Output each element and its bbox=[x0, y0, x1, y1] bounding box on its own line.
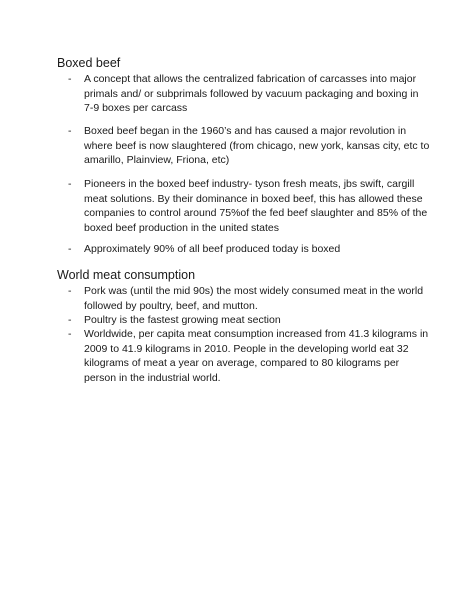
bullet-line: followed by poultry, beef, and mutton. bbox=[84, 299, 258, 312]
bullet-text bbox=[84, 124, 430, 168]
bullet-line: Pork was (until the mid 90s) the most widely consumed meat in the world bbox=[84, 285, 424, 297]
bullet-line: meat solutions. By their dominance in boxed beef, this has allowed these bbox=[84, 192, 423, 205]
bullet-line: amarillo, Plainview, Friona, etc) bbox=[84, 154, 230, 166]
bullet-dash: - bbox=[68, 178, 72, 190]
bullet-text bbox=[84, 313, 430, 328]
bullet-text bbox=[84, 327, 430, 385]
bullet-dash: - bbox=[68, 243, 72, 255]
section-heading-boxed-beef: Boxed beef bbox=[57, 56, 121, 70]
bullet-line: boxed beef production in the united states bbox=[84, 221, 279, 234]
bullet-dash: - bbox=[68, 285, 72, 297]
bullet-dash: - bbox=[68, 314, 72, 326]
bullet-line: primals and/ or subprimals followed by vacuum packaging and boxing in bbox=[84, 87, 419, 100]
bullet-dash: - bbox=[68, 73, 72, 85]
bullet-text bbox=[84, 284, 430, 313]
bullet-dash: - bbox=[68, 328, 72, 340]
bullet-line: 2009 to 41.9 kilograms in 2010. People in the developing world eat 32 bbox=[84, 342, 409, 355]
bullet-line: Poultry is the fastest growing meat section bbox=[84, 314, 281, 326]
bullet-text bbox=[84, 242, 430, 257]
bullet-line: person in the industrial world. bbox=[84, 371, 221, 384]
bullet-dash: - bbox=[68, 125, 72, 137]
bullet-text bbox=[84, 177, 430, 235]
bullet-text bbox=[84, 72, 430, 116]
bullet-line: Approximately 90% of all beef produced today is boxed bbox=[84, 243, 341, 255]
bullet-line: Pioneers in the boxed beef industry- tyson fresh meats, jbs swift, cargill bbox=[84, 178, 415, 190]
bullet-line: A concept that allows the centralized fabrication of carcasses into major bbox=[84, 73, 417, 85]
bullet-line: kilograms of meat a year on average, compared to 80 kilograms per bbox=[84, 357, 400, 369]
bullet-line: 7-9 boxes per carcass bbox=[84, 102, 188, 114]
bullet-line: Boxed beef began in the 1960’s and has caused a major revolution in bbox=[84, 125, 407, 137]
bullet-line: Worldwide, per capita meat consumption increased from 41.3 kilograms in bbox=[84, 328, 429, 340]
bullet-line: companies to control around 75%of the fed beef slaughter and 85% of the bbox=[84, 207, 428, 219]
bullet-line: where beef is now slaughtered (from chicago, new york, kansas city, etc to bbox=[84, 139, 430, 152]
section-heading-world-meat-consumption: World meat consumption bbox=[57, 268, 196, 282]
